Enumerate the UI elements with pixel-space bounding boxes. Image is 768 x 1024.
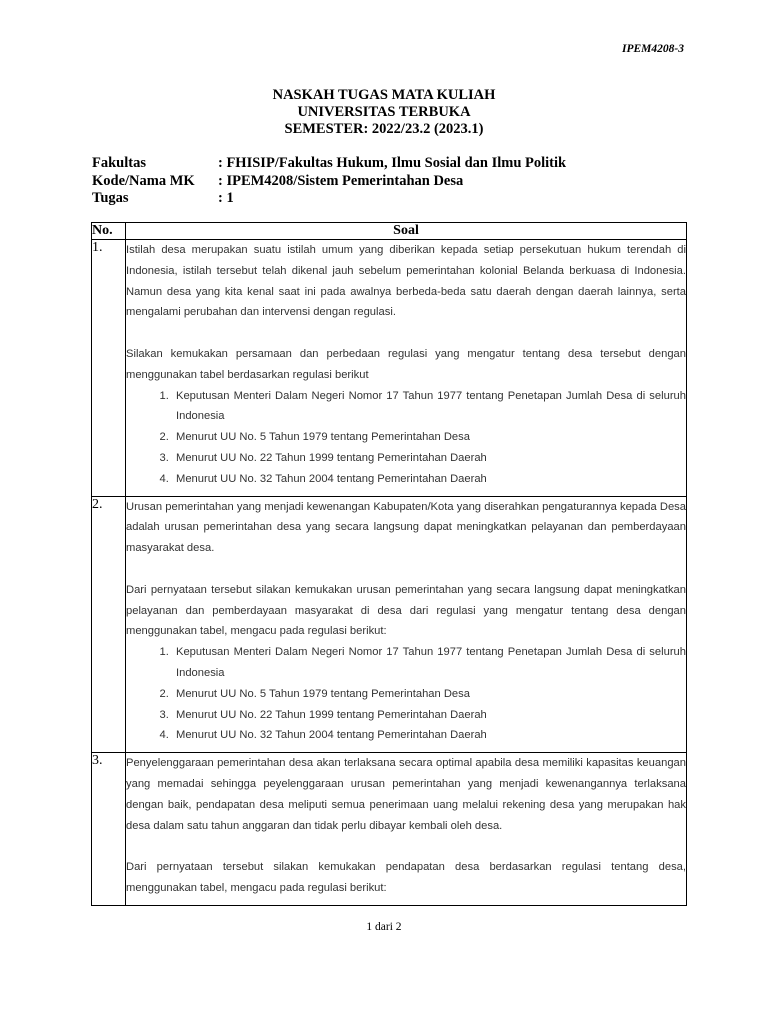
meta-row-kode: [92, 173, 566, 191]
row-number: 3.: [92, 753, 126, 906]
question-paragraph: Dari pernyataan tersebut silakan kemukakan urusan pemerintahan yang secara langsung dapat meningkatkan pelayanan dan pemberdayaan masyarakat di desa dari regulasi yang mengatur tentang desa dengan menggunakan tabel, mengacu pada regulasi berikut:: [126, 583, 686, 638]
question-text: [126, 753, 687, 906]
soal-table: [91, 222, 687, 906]
title-line: SEMESTER: 2022/23.2 (2023.1): [284, 121, 484, 137]
document-code: IPEM4208-3: [622, 43, 684, 55]
question-paragraph: Penyelenggaraan pemerintahan desa akan terlaksana secara optimal apabila desa memiliki kapasitas keuangan yang memadai sehingga peyelenggaraan urusan pemerintahan yang menjadi kewenangannya terlaksana dengan baik, pendapatan desa meliputi semua penerimaan uang melalui rekening desa yang merupakan hak desa dalam satu tahun anggaran dan tidak perlu dibayar kembali oleh desa.: [126, 757, 686, 832]
meta-value: : FHISIP/Fakultas Hukum, Ilmu Sosial dan Ilmu Politik: [218, 155, 567, 171]
meta-label: Kode/Nama MK: [92, 172, 195, 189]
table-header-row: [92, 223, 687, 240]
meta-value: : 1: [218, 190, 234, 206]
meta-label: Fakultas: [92, 155, 146, 171]
title-line: UNIVERSITAS TERBUKA: [297, 104, 471, 120]
document-title: [0, 87, 768, 138]
course-meta: [92, 155, 566, 208]
list-item: 1. Keputusan Menteri Dalam Negeri Nomor 17 Tahun 1977 tentang Penetapan Jumlah Desa di seluruh Indonesia: [172, 386, 686, 428]
header-soal: Soal: [126, 223, 687, 240]
regulation-list: [126, 642, 686, 746]
list-item: 3. Menurut UU No. 22 Tahun 1999 tentang Pemerintahan Daerah: [172, 705, 686, 726]
row-number: 2.: [92, 496, 126, 753]
row-number: 1.: [92, 240, 126, 497]
list-item: 4. Menurut UU No. 32 Tahun 2004 tentang Pemerintahan Daerah: [172, 469, 686, 490]
question-text: [126, 496, 687, 753]
meta-label: Tugas: [92, 190, 129, 206]
list-item: 4. Menurut UU No. 32 Tahun 2004 tentang Pemerintahan Daerah: [172, 725, 686, 746]
meta-value: : IPEM4208/Sistem Pemerintahan Desa: [218, 172, 464, 189]
question-text: [126, 240, 687, 497]
question-paragraph: Urusan pemerintahan yang menjadi kewenangan Kabupaten/Kota yang diserahkan pengaturannya kepada Desa adalah urusan pemerintahan desa yang secara langsung dapat meningkatkan pelayanan dan pemberdayaan masyarakat desa.: [126, 500, 686, 555]
list-item: 3. Menurut UU No. 22 Tahun 1999 tentang Pemerintahan Daerah: [172, 448, 686, 469]
title-line: NASKAH TUGAS MATA KULIAH: [272, 87, 496, 103]
list-item: 1. Keputusan Menteri Dalam Negeri Nomor 17 Tahun 1977 tentang Penetapan Jumlah Desa di seluruh Indonesia: [172, 642, 686, 684]
page-number: 1 dari 2: [366, 921, 402, 933]
list-item: 2. Menurut UU No. 5 Tahun 1979 tentang Pemerintahan Desa: [172, 427, 686, 448]
header-no: No.: [92, 223, 126, 240]
question-paragraph: Istilah desa merupakan suatu istilah umum yang diberikan kepada setiap persekutuan hukum terendah di Indonesia, istilah tersebut telah dikenal jauh sebelum pemerintahan kolonial Belanda berkuasa di Indonesia. Namun desa yang kita kenal saat ini pada awalnya berbeda-beda satu daerah dengan daerah lainnya, serta mengalami perubahan dan intervensi dengan regulasi.: [126, 244, 686, 319]
table-row: [92, 240, 687, 497]
table-row: [92, 753, 687, 906]
question-paragraph: Dari pernyataan tersebut silakan kemukakan pendapatan desa berdasarkan regulasi tentang desa, menggunakan tabel, mengacu pada regulasi berikut:: [126, 861, 686, 894]
meta-row-fakultas: [92, 155, 566, 173]
regulation-list: [126, 386, 686, 490]
meta-row-tugas: [92, 190, 566, 208]
table-row: [92, 496, 687, 753]
list-item: 2. Menurut UU No. 5 Tahun 1979 tentang Pemerintahan Desa: [172, 684, 686, 705]
question-paragraph: Silakan kemukakan persamaan dan perbedaan regulasi yang mengatur tentang desa tersebut dengan menggunakan tabel berdasarkan regulasi berikut: [126, 347, 686, 381]
